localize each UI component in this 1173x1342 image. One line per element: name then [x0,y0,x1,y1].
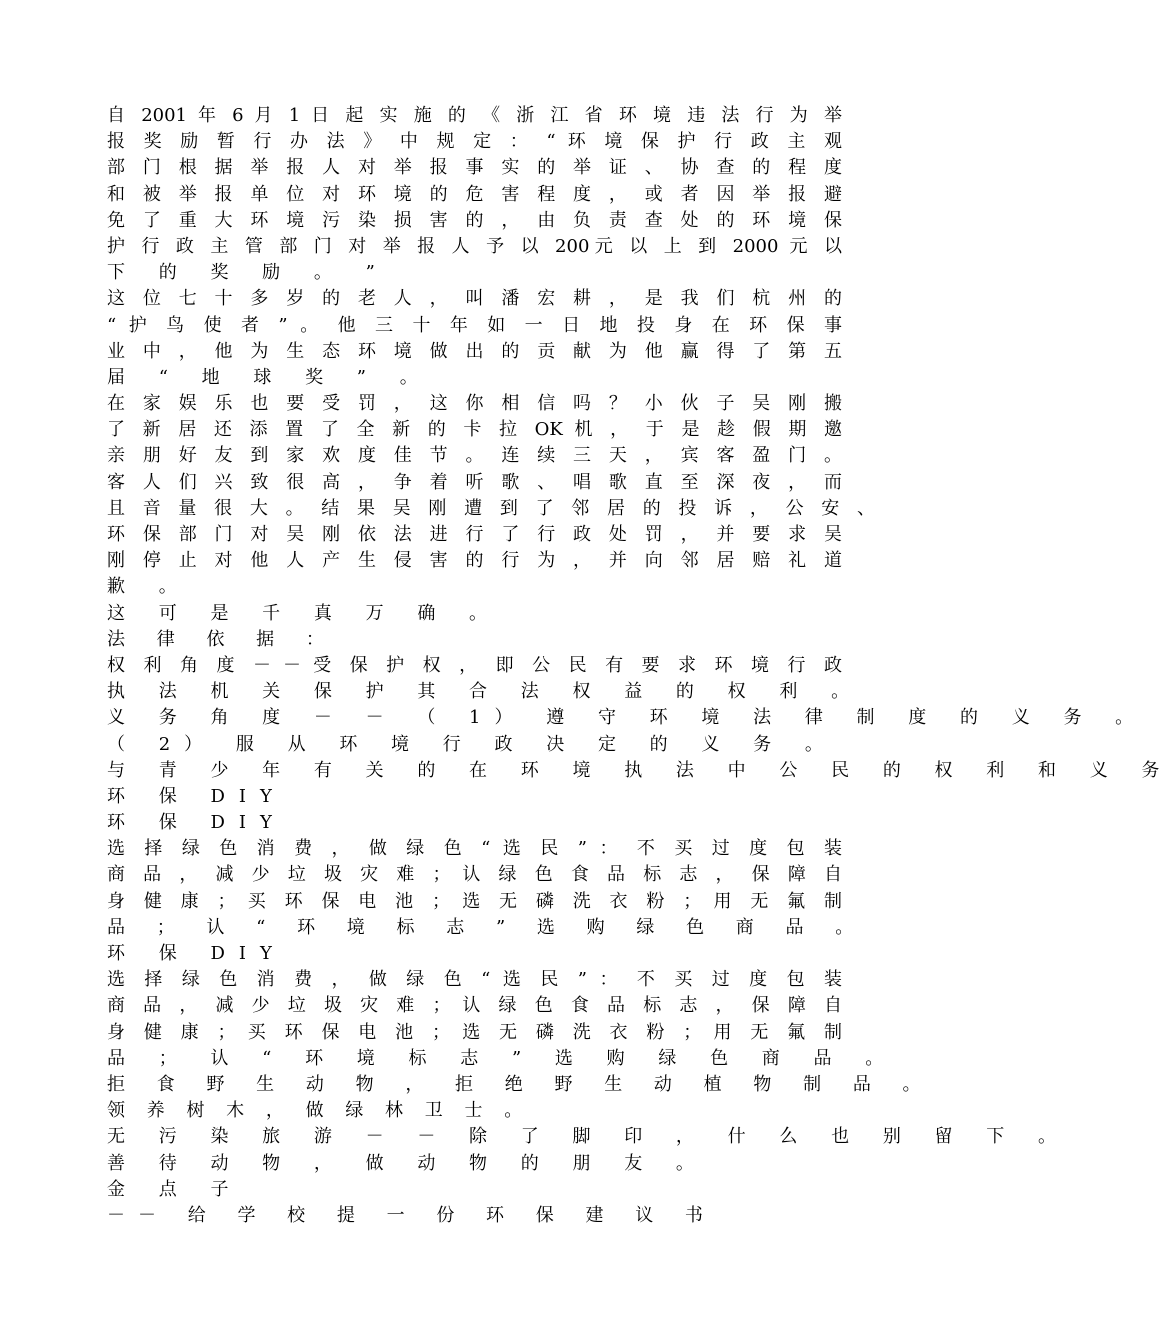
text-line: （ 2） 服 从 环 境 行 政 决 定 的 义 务 。 [107,733,837,755]
text-line: 执 法 机 关 保 护 其 合 法 权 益 的 权 利 。 [107,681,864,703]
text-line: 选 择 绿 色 消 费 ， 做 绿 色 “ 选 民 ” ： 不 买 过 度 包 装 [107,969,842,991]
text-line: 环 保 DIY [107,785,286,807]
text-line: 亲 朋 好 友 到 家 欢 度 佳 节 。 连 续 三 天 ， 宾 客 盈 门 。 [107,445,842,467]
text-line: －－ 给 学 校 提 一 份 环 保 建 议 书 [107,1204,716,1226]
text-line: 免 了 重 大 环 境 污 染 损 害 的 ， 由 负 责 查 处 的 环 境 保 [107,209,842,231]
text-line: 护 行 政 主 管 部 门 对 举 报 人 予 以 200元 以 上 到 2000 元 以 [107,235,842,257]
text-line: 品 ； 认 “ 环 境 标 志 ” 选 购 绿 色 商 品 。 [107,916,867,938]
text-line: 法 律 依 据 ： [107,628,337,650]
text-line: “ 护 鸟 使 者 ” 。 他 三 十 年 如 一 日 地 投 身 在 环 保 事 [107,314,842,336]
text-line: 拒 食 野 生 动 物 ， 拒 绝 野 生 动 植 物 制 品 。 [107,1073,934,1095]
text-line: 环 保 DIY [107,943,286,964]
text-line: 且 音 量 很 大 。 结 果 吴 刚 遭 到 了 邻 居 的 投 诉 ， 公 安 、 [107,497,875,519]
text-line: 商 品 ， 减 少 垃 圾 灾 难 ； 认 绿 色 食 品 标 志 ， 保 障 自 [107,995,842,1017]
text-line: 身 健 康 ； 买 环 保 电 池 ； 选 无 磷 洗 衣 粉 ； 用 无 氟 制 [107,890,842,912]
text-line: 客 人 们 兴 致 很 高 ， 争 着 听 歌 、 唱 歌 直 至 深 夜 ， 而 [107,471,842,493]
text-line: 义 务 角 度 － － （ 1） 遵 守 环 境 法 律 制 度 的 义 务 。 [107,707,1148,729]
text-line: 下 的 奖 励 。 ” [107,262,389,284]
text-line: 自 2001 年 6 月 1 日 起 实 施 的 《 浙 江 省 环 境 违 法 行 为 举 [107,105,842,126]
text-line: 这 可 是 千 真 万 确 。 [107,602,502,624]
text-line: 善 待 动 物 ， 做 动 物 的 朋 友 。 [107,1152,708,1174]
text-line: 权 利 角 度 － － 受 保 护 权 ， 即 公 民 有 要 求 环 境 行 政 [107,654,842,676]
document-body [107,103,1173,1229]
text-line: 金 点 子 [107,1178,243,1200]
text-line: 歉 。 [107,576,191,598]
text-line: 业 中 ， 他 为 生 态 环 境 做 出 的 贡 献 为 他 赢 得 了 第 五 [107,340,842,362]
text-line: 身 健 康 ； 买 环 保 电 池 ； 选 无 磷 洗 衣 粉 ； 用 无 氟 制 [107,1021,842,1043]
text-line: 品 ； 认 “ 环 境 标 志 ” 选 购 绿 色 商 品 。 [107,1047,898,1069]
text-line: 与 青 少 年 有 关 的 在 环 境 执 法 中 公 民 的 权 利 和 义 务 [107,759,1173,781]
text-line: 和 被 举 报 单 位 对 环 境 的 危 害 程 度 ， 或 者 因 举 报 避 [107,183,842,205]
text-line: 了 新 居 还 添 置 了 全 新 的 卡 拉 OK 机 ， 于 是 趁 假 期 邀 [107,419,842,441]
text-line: 商 品 ， 减 少 垃 圾 灾 难 ； 认 绿 色 食 品 标 志 ， 保 障 自 [107,864,842,886]
text-line: 无 污 染 旅 游 － － 除 了 脚 印 ， 什 么 也 别 留 下 。 [107,1126,1070,1148]
text-line: 报 奖 励 暂 行 办 法 》 中 规 定 ： “ 环 境 保 护 行 政 主 观 [107,131,842,153]
text-line: 环 保 部 门 对 吴 刚 依 法 进 行 了 行 政 处 罚 ， 并 要 求 吴 [107,524,842,545]
text-line: 领 养 树 木 ， 做 绿 林 卫 士 。 [107,1100,531,1122]
text-line: 刚 停 止 对 他 人 产 生 侵 害 的 行 为 ， 并 向 邻 居 赔 礼 道 [107,550,842,572]
text-line: 这 位 七 十 多 岁 的 老 人 ， 叫 潘 宏 耕 ， 是 我 们 杭 州 的 [107,288,842,310]
text-line: 环 保 DIY [107,812,286,834]
text-line: 在 家 娱 乐 也 要 受 罚 ， 这 你 相 信 吗 ？ 小 伙 子 吴 刚 搬 [107,393,842,415]
text-line: 届 “ 地 球 奖 ” 。 [107,366,432,388]
text-line: 部 门 根 据 举 报 人 对 举 报 事 实 的 举 证 、 协 查 的 程 度 [107,157,842,179]
text-line: 选 择 绿 色 消 费 ， 做 绿 色 “ 选 民 ” ： 不 买 过 度 包 装 [107,838,842,860]
